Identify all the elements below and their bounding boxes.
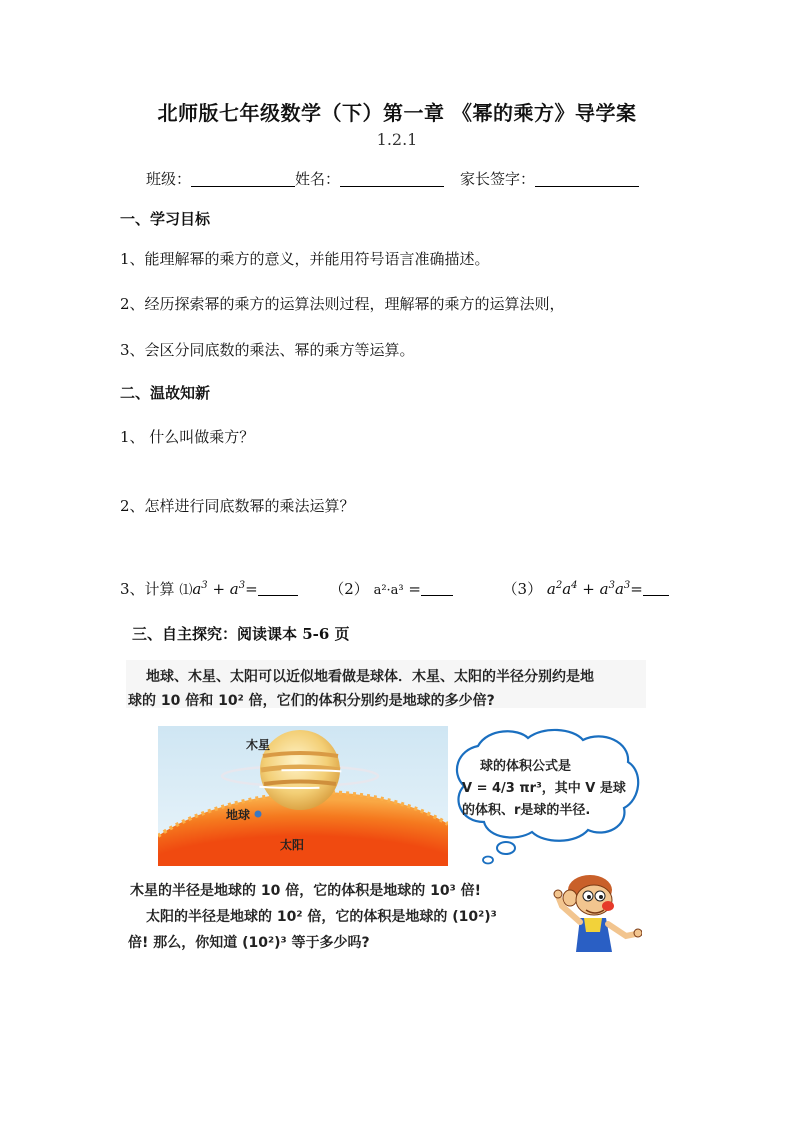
name-label: 姓名： [295,170,341,188]
objective-3: 3、会区分同底数的乘法、幂的乘方等运算。 [120,341,415,359]
bubble-line-1: 球的体积公式是 [480,759,572,774]
section-1-heading: 一、学习目标 [120,210,211,228]
parent-signature-label: 家长签字： [460,170,536,188]
sun-label: 太阳 [280,838,305,852]
q3-part2-number: （2） [329,580,369,598]
q3-part1-answer[interactable] [258,580,298,596]
bubble-line-2: V = 4/3 πr³，其中 V 是球 [462,781,626,796]
objective-2: 2、经历探索幂的乘方的运算法则过程，理解幂的乘方的运算法则， [120,295,565,313]
parent-signature-blank[interactable] [535,170,639,187]
q3-part3-number: （3） [502,580,543,598]
cartoon-monkey-illustration [550,872,642,960]
page-title: 北师版七年级数学（下）第一章 《幂的乘方》导学案 [157,101,637,125]
q3-lead: 3、计算 [120,580,175,598]
name-blank[interactable] [340,170,444,187]
q3-part1-number: ⑴ [179,583,193,598]
q3-part3-expression: $a^2a^4 + a^3a^3$ [546,580,631,598]
review-question-1: 1、 什么叫做乘方？ [120,428,255,446]
intro-line-1: 地球、木星、太阳可以近似地看做是球体．木星、太阳的半径分别约是地 [146,669,594,685]
textbook-excerpt [126,660,646,960]
lesson-number: 1.2.1 [376,130,418,149]
q3-part1-expression: $a^3 + a^3$ [192,580,246,598]
jupiter-label: 木星 [246,738,271,752]
section-3-heading: 三、自主探究：阅读课本 5-6 页 [132,625,350,643]
review-question-2: 2、怎样进行同底数幂的乘法运算？ [120,497,355,515]
body-line-1: 木星的半径是地球的 10 倍，它的体积是地球的 10³ 倍! [130,883,481,899]
q3-part2-expression: a²·a³ [373,583,404,598]
section-2-heading: 二、温故知新 [120,384,211,402]
intro-line-2: 球的 10 倍和 10² 倍，它们的体积分别约是地球的多少倍? [128,693,495,709]
bubble-line-3: 的体积、r是球的半径. [462,803,591,818]
earth-shape [255,811,262,818]
body-line-2: 太阳的半径是地球的 10² 倍，它的体积是地球的 (10²)³ [146,909,497,925]
q3-part3-answer[interactable] [643,580,669,596]
class-label: 班级： [146,170,192,188]
review-question-3: 3、计算 $⑴a^3 + a^3= (2) a^2\cdot a^3 = (3) a^2a^4 + a^3a^3=$ [120,578,669,599]
body-line-3: 倍! 那么，你知道 (10²)³ 等于多少吗? [128,935,370,951]
objective-1: 1、能理解幂的乘方的意义，并能用符号语言准确描述。 [120,250,490,268]
q3-part2-answer[interactable] [421,580,453,596]
class-blank[interactable] [191,170,295,187]
earth-label: 地球 [226,808,251,822]
student-info-row [146,168,639,189]
